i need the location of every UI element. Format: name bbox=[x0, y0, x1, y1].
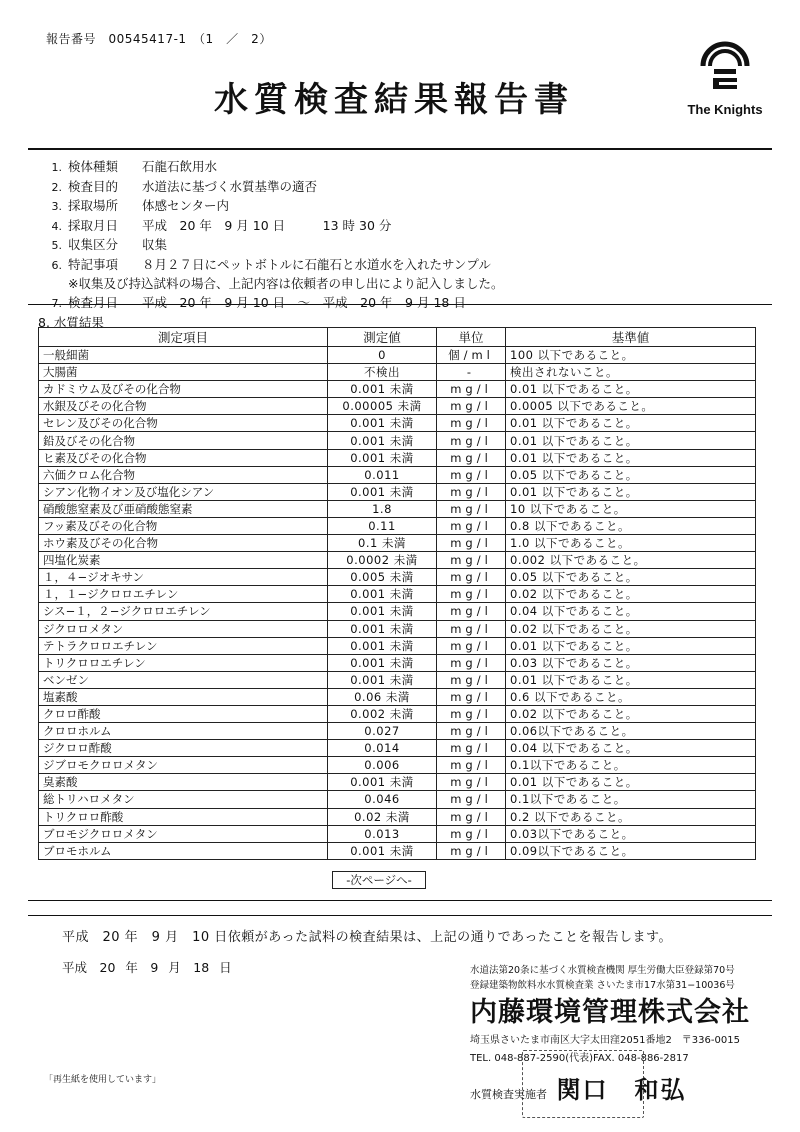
standard-value: 0.8 以下であること。 bbox=[506, 517, 756, 534]
sample-info bbox=[42, 158, 503, 313]
report-date: 平成 20 年 9 月 18 日 bbox=[62, 960, 232, 975]
measurement-item: クロロ酢酸 bbox=[39, 705, 328, 722]
standard-value: 0.05 以下であること。 bbox=[506, 466, 756, 483]
measurement-item: １，４−ジオキサン bbox=[39, 569, 328, 586]
header-standard: 基準値 bbox=[506, 328, 756, 347]
company-logo bbox=[680, 40, 770, 122]
measurement-value: 不検出 bbox=[328, 364, 437, 381]
inspector-name: 関口 和弘 bbox=[556, 1076, 687, 1104]
measurement-unit: mg/l bbox=[437, 535, 506, 552]
standard-value: 0.02 以下であること。 bbox=[506, 586, 756, 603]
measurement-item: 塩素酸 bbox=[39, 688, 328, 705]
measurement-item: シアン化物イオン及び塩化シアン bbox=[39, 483, 328, 500]
table-row bbox=[39, 808, 756, 825]
measurement-unit: mg/l bbox=[437, 432, 506, 449]
measurement-item: 大腸菌 bbox=[39, 364, 328, 381]
table-row bbox=[39, 569, 756, 586]
info-key: 検体種類 bbox=[68, 159, 119, 174]
measurement-value: 0.014 bbox=[328, 740, 437, 757]
standard-value: 0.2 以下であること。 bbox=[506, 808, 756, 825]
info-number: 1. bbox=[51, 161, 62, 174]
measurement-item: セレン及びその化合物 bbox=[39, 415, 328, 432]
measurement-unit: mg/l bbox=[437, 398, 506, 415]
standard-value: 0.03 以下であること。 bbox=[506, 654, 756, 671]
standard-value: 0.09以下であること。 bbox=[506, 842, 756, 859]
standard-value: 100 以下であること。 bbox=[506, 347, 756, 364]
measurement-unit: mg/l bbox=[437, 671, 506, 688]
measurement-item: カドミウム及びその化合物 bbox=[39, 381, 328, 398]
header-value: 測定値 bbox=[328, 328, 437, 347]
standard-value: 0.02 以下であること。 bbox=[506, 620, 756, 637]
measurement-value: 1.8 bbox=[328, 500, 437, 517]
measurement-value: 0.001 未満 bbox=[328, 620, 437, 637]
standard-value: 0.03以下であること。 bbox=[506, 825, 756, 842]
measurement-item: クロロホルム bbox=[39, 723, 328, 740]
measurement-unit: mg/l bbox=[437, 774, 506, 791]
measurement-unit: mg/l bbox=[437, 466, 506, 483]
table-row bbox=[39, 552, 756, 569]
table-row bbox=[39, 620, 756, 637]
table-row bbox=[39, 500, 756, 517]
info-row bbox=[42, 256, 503, 276]
table-row bbox=[39, 586, 756, 603]
footer-rule-1 bbox=[28, 900, 772, 901]
info-row bbox=[42, 197, 503, 217]
info-value: ８月２７日にペットボトルに石龍石と水道水を入れたサンプル bbox=[142, 256, 491, 272]
measurement-value: 0.046 bbox=[328, 791, 437, 808]
standard-value: 0.0005 以下であること。 bbox=[506, 398, 756, 415]
table-row bbox=[39, 398, 756, 415]
measurement-value: 0 bbox=[328, 347, 437, 364]
measurement-value: 0.027 bbox=[328, 723, 437, 740]
table-row bbox=[39, 466, 756, 483]
page-title: 水質検査結果報告書 bbox=[214, 80, 574, 120]
info-row bbox=[42, 236, 503, 256]
registration-line-2: 登録建築物飲料水水質検査業 さいたま市17水第31−10036号 bbox=[470, 980, 735, 991]
info-number: 6. bbox=[51, 258, 62, 272]
measurement-value: 0.02 未満 bbox=[328, 808, 437, 825]
info-note: ※収集及び持込試料の場合、上記内容は依頼者の申し出により記入しました。 bbox=[68, 276, 504, 291]
measurement-item: シス−１，２−ジクロロエチレン bbox=[39, 603, 328, 620]
measurement-unit: mg/l bbox=[437, 517, 506, 534]
header-unit: 単位 bbox=[437, 328, 506, 347]
standard-value: 0.01 以下であること。 bbox=[506, 415, 756, 432]
standard-value: 0.01 以下であること。 bbox=[506, 671, 756, 688]
table-row bbox=[39, 603, 756, 620]
standard-value: 0.01 以下であること。 bbox=[506, 381, 756, 398]
measurement-value: 0.002 未満 bbox=[328, 705, 437, 722]
info-row bbox=[42, 158, 503, 178]
measurement-unit: mg/l bbox=[437, 808, 506, 825]
table-row bbox=[39, 535, 756, 552]
info-value: 石龍石飲用水 bbox=[142, 159, 218, 174]
standard-value: 0.1以下であること。 bbox=[506, 791, 756, 808]
registration-line-1: 水道法第20条に基づく水質検査機関 厚生労働大臣登録第70号 bbox=[470, 965, 735, 976]
measurement-value: 0.001 未満 bbox=[328, 415, 437, 432]
table-row bbox=[39, 415, 756, 432]
standard-value: 0.01 以下であること。 bbox=[506, 637, 756, 654]
measurement-value: 0.001 未満 bbox=[328, 586, 437, 603]
standard-value: 0.06以下であること。 bbox=[506, 723, 756, 740]
measurement-unit: mg/l bbox=[437, 740, 506, 757]
measurement-unit: mg/l bbox=[437, 705, 506, 722]
measurement-unit: mg/l bbox=[437, 842, 506, 859]
info-key: 採取月日 bbox=[68, 217, 119, 233]
measurement-item: フッ素及びその化合物 bbox=[39, 517, 328, 534]
standard-value: 0.05 以下であること。 bbox=[506, 569, 756, 586]
table-row bbox=[39, 791, 756, 808]
info-value: 平成 20 年 9 月 10 日 〜 平成 20 年 9 月 18 日 bbox=[142, 294, 466, 310]
standard-value: 0.01 以下であること。 bbox=[506, 449, 756, 466]
measurement-value: 0.001 未満 bbox=[328, 671, 437, 688]
standard-value: 0.01 以下であること。 bbox=[506, 483, 756, 500]
measurement-value: 0.0002 未満 bbox=[328, 552, 437, 569]
standard-value: 0.6 以下であること。 bbox=[506, 688, 756, 705]
recycled-paper-note: 「再生紙を使用しています」 bbox=[44, 1075, 162, 1085]
measurement-item: ベンゼン bbox=[39, 671, 328, 688]
info-value: 体感センター内 bbox=[142, 198, 230, 213]
measurement-item: 六価クロム化合物 bbox=[39, 466, 328, 483]
measurement-value: 0.011 bbox=[328, 466, 437, 483]
measurement-value: 0.001 未満 bbox=[328, 381, 437, 398]
table-row bbox=[39, 671, 756, 688]
results-table bbox=[38, 327, 756, 860]
measurement-value: 0.001 未満 bbox=[328, 842, 437, 859]
measurement-value: 0.00005 未満 bbox=[328, 398, 437, 415]
measurement-value: 0.013 bbox=[328, 825, 437, 842]
standard-value: 10 以下であること。 bbox=[506, 500, 756, 517]
measurement-unit: 個/ml bbox=[437, 347, 506, 364]
info-number: 2. bbox=[51, 180, 62, 194]
info-row bbox=[42, 217, 503, 237]
measurement-value: 0.11 bbox=[328, 517, 437, 534]
info-rule bbox=[28, 304, 772, 305]
measurement-item: 一般細菌 bbox=[39, 347, 328, 364]
measurement-item: ブロモジクロロメタン bbox=[39, 825, 328, 842]
table-row bbox=[39, 654, 756, 671]
measurement-item: 四塩化炭素 bbox=[39, 552, 328, 569]
measurement-value: 0.001 未満 bbox=[328, 603, 437, 620]
measurement-unit: mg/l bbox=[437, 500, 506, 517]
standard-value: 1.0 以下であること。 bbox=[506, 535, 756, 552]
inspector-label: 水質検査実施者 bbox=[470, 1088, 547, 1101]
table-row bbox=[39, 449, 756, 466]
info-value: 平成 20 年 9 月 10 日 13 時 30 分 bbox=[142, 217, 392, 233]
header-rule bbox=[28, 148, 772, 150]
measurement-unit: mg/l bbox=[437, 620, 506, 637]
continue-label: -次ページへ- bbox=[332, 871, 426, 889]
results-section-title: 8. 水質結果 bbox=[38, 315, 104, 330]
measurement-item: ジブロモクロロメタン bbox=[39, 757, 328, 774]
measurement-item: ブロモホルム bbox=[39, 842, 328, 859]
logo-text: The Knights bbox=[687, 102, 763, 117]
measurement-item: 鉛及びその化合物 bbox=[39, 432, 328, 449]
measurement-item: ジクロロメタン bbox=[39, 620, 328, 637]
measurement-unit: mg/l bbox=[437, 603, 506, 620]
table-row bbox=[39, 637, 756, 654]
measurement-unit: mg/l bbox=[437, 791, 506, 808]
info-value: 水道法に基づく水質基準の適否 bbox=[142, 178, 318, 194]
measurement-unit: mg/l bbox=[437, 381, 506, 398]
measurement-unit: mg/l bbox=[437, 569, 506, 586]
header-item: 測定項目 bbox=[39, 328, 328, 347]
measurement-unit: mg/l bbox=[437, 483, 506, 500]
table-row bbox=[39, 517, 756, 534]
measurement-value: 0.001 未満 bbox=[328, 449, 437, 466]
table-row bbox=[39, 364, 756, 381]
info-value: 収集 bbox=[142, 237, 168, 252]
measurement-value: 0.001 未満 bbox=[328, 483, 437, 500]
table-row bbox=[39, 688, 756, 705]
company-address: 埼玉県さいたま市南区大字太田窪2051番地2 〒336-0015 bbox=[470, 1035, 740, 1046]
info-number: 5. bbox=[51, 239, 62, 252]
measurement-item: トリクロロ酢酸 bbox=[39, 808, 328, 825]
table-row bbox=[39, 723, 756, 740]
info-key: 検査目的 bbox=[68, 178, 119, 194]
measurement-value: 0.006 bbox=[328, 757, 437, 774]
measurement-value: 0.005 未満 bbox=[328, 569, 437, 586]
standard-value: 0.01 以下であること。 bbox=[506, 774, 756, 791]
measurement-item: 水銀及びその化合物 bbox=[39, 398, 328, 415]
standard-value: 0.01 以下であること。 bbox=[506, 432, 756, 449]
info-number: 4. bbox=[51, 219, 62, 233]
measurement-unit: mg/l bbox=[437, 723, 506, 740]
measurement-value: 0.001 未満 bbox=[328, 654, 437, 671]
measurement-item: ジクロロ酢酸 bbox=[39, 740, 328, 757]
standard-value: 検出されないこと。 bbox=[506, 364, 756, 381]
info-key: 検査月日 bbox=[68, 294, 119, 310]
table-row bbox=[39, 825, 756, 842]
measurement-unit: mg/l bbox=[437, 688, 506, 705]
info-number: 3. bbox=[51, 200, 62, 213]
measurement-item: 臭素酸 bbox=[39, 774, 328, 791]
standard-value: 0.02 以下であること。 bbox=[506, 705, 756, 722]
info-key: 収集区分 bbox=[68, 237, 119, 252]
info-row bbox=[42, 178, 503, 198]
measurement-unit: mg/l bbox=[437, 449, 506, 466]
measurement-unit: mg/l bbox=[437, 552, 506, 569]
measurement-unit: mg/l bbox=[437, 586, 506, 603]
measurement-value: 0.1 未満 bbox=[328, 535, 437, 552]
measurement-unit: mg/l bbox=[437, 654, 506, 671]
table-row bbox=[39, 432, 756, 449]
measurement-unit: mg/l bbox=[437, 415, 506, 432]
table-row bbox=[39, 705, 756, 722]
footer-rule-2 bbox=[28, 915, 772, 916]
measurement-unit: - bbox=[437, 364, 506, 381]
table-header-row bbox=[39, 328, 756, 347]
info-key: 採取場所 bbox=[68, 198, 119, 213]
measurement-unit: mg/l bbox=[437, 757, 506, 774]
standard-value: 0.002 以下であること。 bbox=[506, 552, 756, 569]
standard-value: 0.1以下であること。 bbox=[506, 757, 756, 774]
table-row bbox=[39, 347, 756, 364]
table-row bbox=[39, 774, 756, 791]
table-row bbox=[39, 757, 756, 774]
info-number: 7. bbox=[51, 296, 62, 310]
company-phone: TEL. 048-887-2590(代表)FAX. 048-886-2817 bbox=[470, 1053, 689, 1064]
table-row bbox=[39, 740, 756, 757]
measurement-value: 0.001 未満 bbox=[328, 432, 437, 449]
inspector-line bbox=[470, 1070, 687, 1105]
info-key: 特記事項 bbox=[68, 256, 119, 272]
measurement-unit: mg/l bbox=[437, 825, 506, 842]
knight-emblem-icon bbox=[697, 40, 753, 96]
company-name: 内藤環境管理株式会社 bbox=[470, 997, 750, 1028]
measurement-value: 0.06 未満 bbox=[328, 688, 437, 705]
report-statement: 平成 20 年 9 月 10 日依頼があった試料の検査結果は、上記の通りであったことを報告します。 bbox=[62, 930, 672, 945]
measurement-value: 0.001 未満 bbox=[328, 637, 437, 654]
report-number: 報告番号 00545417-1 （1 ／ 2） bbox=[46, 32, 272, 46]
table-row bbox=[39, 381, 756, 398]
measurement-item: ヒ素及びその化合物 bbox=[39, 449, 328, 466]
measurement-item: テトラクロロエチレン bbox=[39, 637, 328, 654]
measurement-item: 総トリハロメタン bbox=[39, 791, 328, 808]
table-row bbox=[39, 483, 756, 500]
standard-value: 0.04 以下であること。 bbox=[506, 740, 756, 757]
measurement-item: ホウ素及びその化合物 bbox=[39, 535, 328, 552]
measurement-item: 硝酸態窒素及び亜硝酸態窒素 bbox=[39, 500, 328, 517]
measurement-value: 0.001 未満 bbox=[328, 774, 437, 791]
measurement-item: １，１−ジクロロエチレン bbox=[39, 586, 328, 603]
table-row bbox=[39, 842, 756, 859]
standard-value: 0.04 以下であること。 bbox=[506, 603, 756, 620]
measurement-unit: mg/l bbox=[437, 637, 506, 654]
measurement-item: トリクロロエチレン bbox=[39, 654, 328, 671]
